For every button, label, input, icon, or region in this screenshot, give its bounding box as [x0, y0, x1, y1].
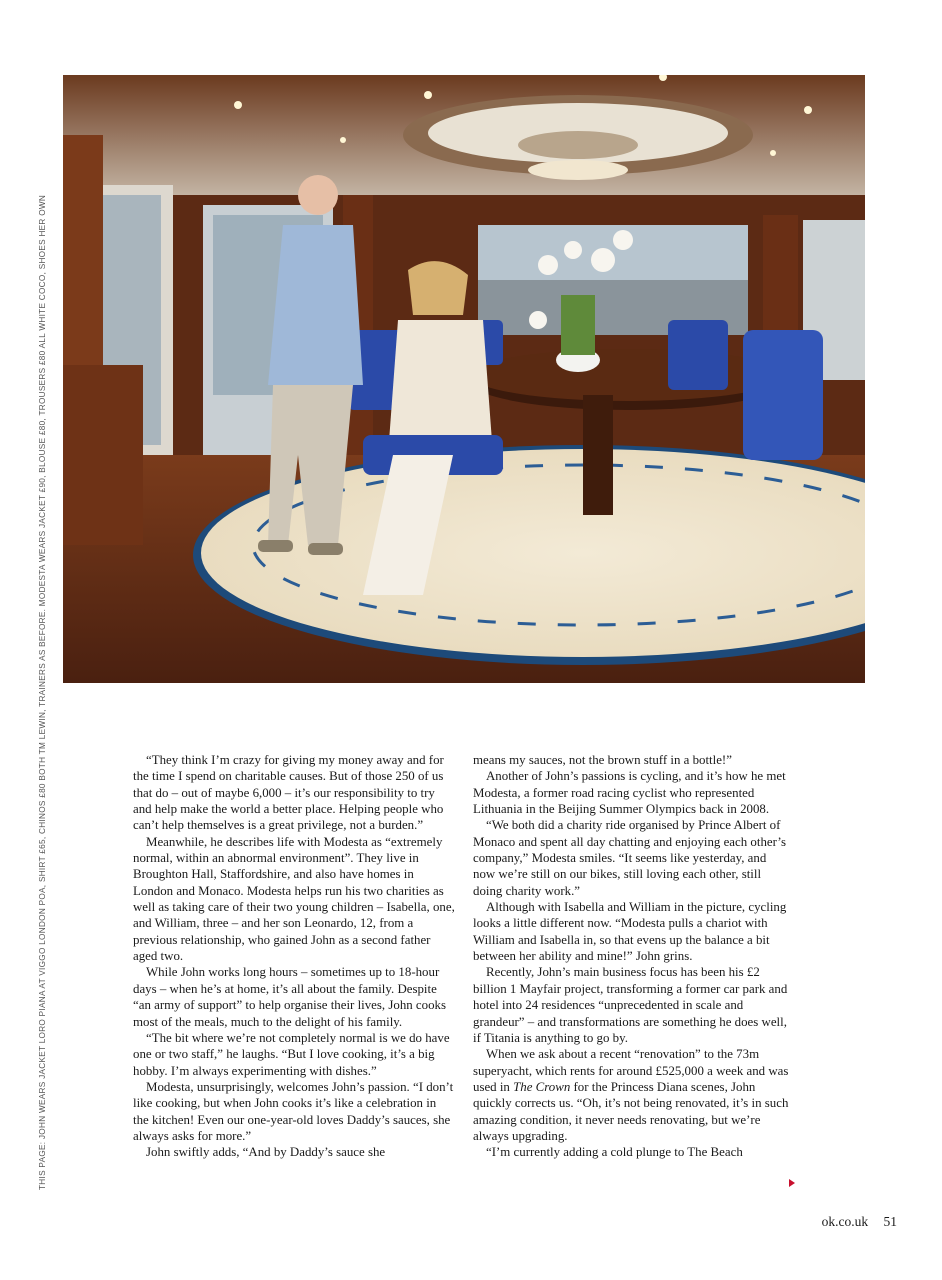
continue-arrow-icon [789, 1179, 795, 1187]
yacht-salon-illustration [63, 75, 865, 683]
page-footer [822, 1214, 897, 1230]
paragraph: “We both did a charity ride organised by Prince Albert of Monaco and spent all day chatting and enjoying each other’s company,” Modesta smiles. “It seems like yesterday, and now we’re still on our bikes, still loving each other, still doing charity work.” [473, 818, 786, 898]
paragraph [473, 1046, 791, 1144]
photo-credit: THIS PAGE: JOHN WEARS JACKET LORO PIANA AT VIGGO LONDON POA, SHIRT £65, CHINOS £80 BOTH TM LEWIN, TRAINERS AS BEFORE. MODESTA WEARS JACKET £90, BLOUSE £80, TROUSERS £80 ALL WHITE COCO, SHOES HER OWN [38, 194, 47, 1190]
feature-photo [63, 75, 865, 683]
paragraph: Another of John’s passions is cycling, and it’s how he met Modesta, a former road racing cyclist who represented Lithuania in the Beijing Summer Olympics back in 2008. [473, 769, 786, 817]
title-italic: The Crown [513, 1079, 571, 1094]
paragraph: Modesta, unsurprisingly, welcomes John’s passion. “I don’t like cooking, but when John cooks it’s like a celebration in the kitchen! Even our one-year-old loves Daddy’s sauces, she always asks for more.” [133, 1079, 454, 1143]
text-run: When we ask about a recent “renovation” to the 73m superyacht, which rents for around £525,000 a week and was used in [473, 1047, 789, 1094]
text-run: for the Princess Diana scenes, John quickly corrects us. “Oh, it’s not being renovated, it’s in such amazing condition, it never needs renovating, but we’re always upgrading. [473, 1079, 789, 1143]
paragraph: Meanwhile, he describes life with Modesta as “extremely normal, within an abnormal environment”. They live in Broughton Hall, Staffordshire, and also have homes in London and Monaco. Modesta helps run his two charities as well as taking care of their two young children – Isabella, one, and William, three – and her son Leonardo, 12, from a previous relationship, who gained John as a second father aged two. [133, 834, 455, 964]
paragraph: “The bit where we’re not completely normal is we do have one or two staff,” he laughs. “But I love cooking, it’s a big hobby. I’m always experimenting with dishes.” [133, 1030, 450, 1078]
article-right-column [473, 752, 791, 1161]
page-number: 51 [883, 1214, 897, 1229]
paragraph: means my sauces, not the brown stuff in a bottle!” [473, 753, 732, 767]
paragraph: “They think I’m crazy for giving my money away and for the time I spend on charitable causes. But of those 250 of us that do – out of maybe 6,000 – it’s our responsibility to try and help make the world a better place. Helping people who can’t help themselves is a great privilege, not a burden.” [133, 753, 444, 833]
paragraph: While John works long hours – sometimes up to 18-hour days – when he’s at home, it’s all about the family. Despite “an army of support” to help organise their lives, John cooks most of the meals, much to the delight of his family. [133, 965, 447, 1029]
paragraph: John swiftly adds, “And by Daddy’s sauce she [146, 1145, 386, 1160]
paragraph: Although with Isabella and William in the picture, cycling looks a little different now. “Modesta pulls a chariot with William and Isabella in, so that evens up the balance a bit between her ability and mine!” John grins. [473, 900, 787, 964]
paragraph: “I’m currently adding a cold plunge to The Beach [486, 1145, 743, 1160]
article-left-column [133, 752, 455, 1161]
paragraph: Recently, John’s main business focus has been his £2 billion 1 Mayfair project, transforming a former car park and hotel into 24 residences “unprecedented in scale and grandeur” – and transformations are something he does well, if Titania is anything to go by. [473, 965, 788, 1045]
site-url: ok.co.uk [821, 1214, 869, 1229]
